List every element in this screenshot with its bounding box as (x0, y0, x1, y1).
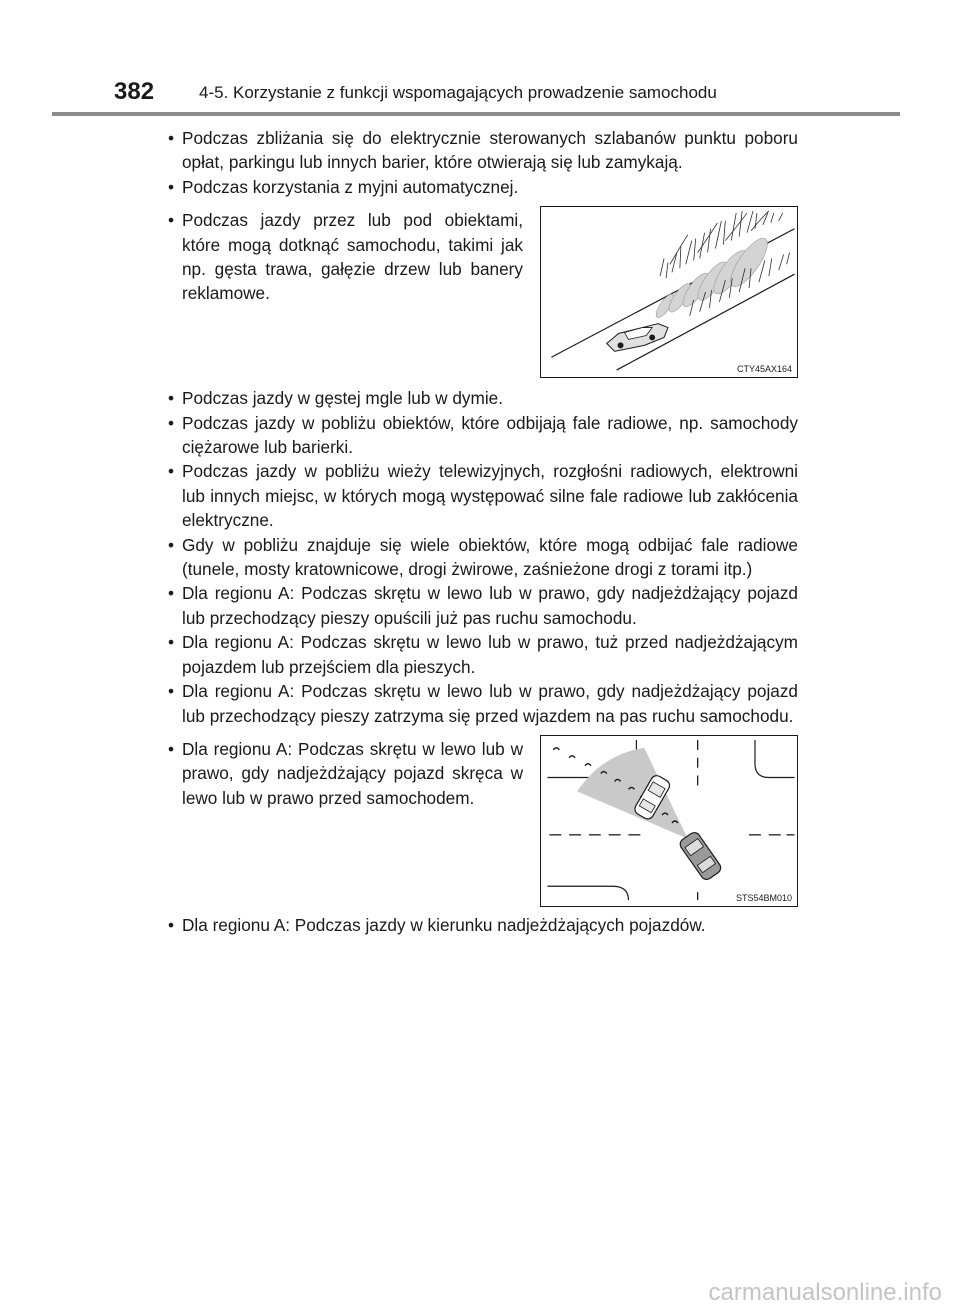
bullet-item: • Dla regionu A: Podczas skrętu w lewo lub w prawo, gdy nadjeżdżający pojazd lub przechodzący pieszy zatrzyma się przed wjazdem na pas ruchu samochodu. (168, 679, 798, 728)
watermark: carmanualsonline.info (708, 1279, 942, 1306)
figure-code: CTY45AX164 (736, 364, 792, 375)
page-number: 382 (114, 78, 155, 105)
bullet-item: • Dla regionu A: Podczas skrętu w lewo lub w prawo, tuż przed nadjeżdżającym pojazdem lub przejściem dla pieszych. (168, 630, 798, 679)
intersection-illustration (540, 735, 798, 907)
bullet-item: • Podczas korzystania z myjni automatycznej. (168, 175, 798, 199)
grass-scene-drawing (541, 207, 797, 377)
bullet-item: • Podczas jazdy przez lub pod obiektami, które mogą dotknąć samochodu, takimi jak np. gęsta trawa, gałęzie drzew lub banery reklamowe. (168, 208, 523, 306)
header-divider (52, 112, 900, 116)
bullet-item: • Dla regionu A: Podczas skrętu w lewo lub w prawo, gdy nadjeżdżający pojazd skręca w lewo lub w prawo przed samochodem. (168, 737, 523, 810)
own-car-icon (678, 830, 723, 881)
section-title: 4-5. Korzystanie z funkcji wspomagających prowadzenie samochodu (199, 83, 717, 102)
bullet-item: • Podczas zbliżania się do elektrycznie sterowanych szlabanów punktu poboru opłat, parkingu lub innych barier, które otwierają się lub zamykają. (168, 126, 798, 175)
page-content (168, 126, 798, 937)
figure-code: STS54BM010 (735, 892, 792, 903)
bullet-item: • Dla regionu A: Podczas skrętu w lewo lub w prawo, gdy nadjeżdżający pojazd lub przechodzący pieszy opuścili już pas ruchu samochodu. (168, 581, 798, 630)
bullet-item: • Gdy w pobliżu znajduje się wiele obiektów, które mogą odbijać fale radiowe (tunele, mosty kratownicowe, drogi żwirowe, zaśnieżone drogi z torami itp.) (168, 533, 798, 582)
bullet-item: • Dla regionu A: Podczas jazdy w kierunku nadjeżdżających pojazdów. (168, 913, 798, 937)
bullet-item: • Podczas jazdy w pobliżu wieży telewizyjnych, rozgłośni radiowych, elektrowni lub innych miejsc, w których mogą występować silne fale radiowe lub zakłócenia elektryczne. (168, 459, 798, 532)
intersection-scene-drawing (541, 736, 797, 906)
bullet-item: • Podczas jazdy w gęstej mgle lub w dymie. (168, 386, 798, 410)
grass-illustration (540, 206, 798, 378)
bullet-item: • Podczas jazdy w pobliżu obiektów, które odbijają fale radiowe, np. samochody ciężarowe lub barierki. (168, 411, 798, 460)
bullet-with-figure (168, 208, 798, 378)
bullet-with-figure (168, 737, 798, 907)
